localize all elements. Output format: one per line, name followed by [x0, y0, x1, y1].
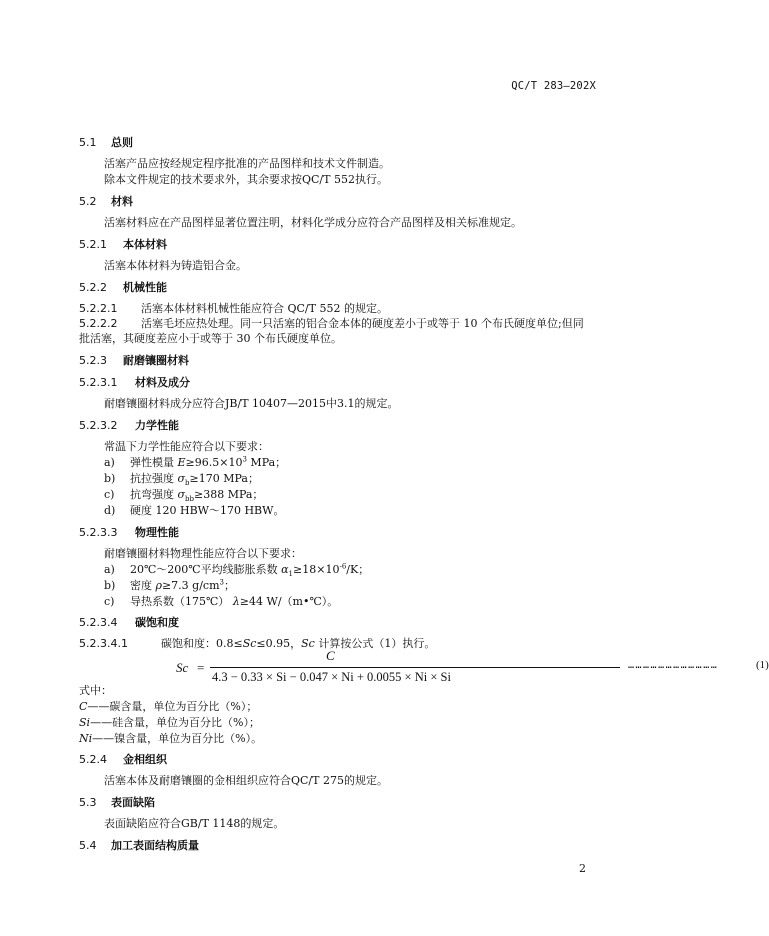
item-subscript: b	[185, 479, 190, 488]
clause-text: 计算按公式（1）执行。	[314, 637, 436, 650]
clause-continuation: 批活塞，其硬度差应小于或等于 30 个布氏硬度单位。	[79, 332, 342, 345]
list-marker: c)	[104, 488, 115, 501]
item-label: 弹性模量	[130, 456, 178, 469]
item-unit: ；	[223, 579, 235, 592]
list-item	[104, 579, 235, 593]
list-item	[104, 472, 259, 486]
item-symbol: σ	[177, 472, 186, 485]
item-symbol: ρ	[155, 579, 162, 592]
heading-number: 5.2.3	[79, 354, 107, 367]
heading-title: 材料	[111, 195, 133, 208]
heading-5-2-3-4	[79, 616, 179, 630]
formula-number: (1)	[756, 659, 769, 671]
clause-number: 5.2.2.1	[79, 302, 118, 315]
list-marker: a)	[104, 563, 115, 576]
heading-title: 力学性能	[135, 419, 179, 432]
item-unit: MPa；	[246, 456, 287, 469]
definition-text: ——硅含量，单位为百分比（%）；	[90, 716, 261, 729]
list-item	[104, 595, 338, 609]
item-label: 20℃～200℃平均线膨胀系数	[130, 563, 282, 576]
heading-5-2-3-3	[79, 526, 179, 540]
heading-5-1	[79, 136, 133, 150]
heading-5-3	[79, 796, 155, 810]
paragraph-line: 活塞材料应在产品图样显著位置注明，材料化学成分应符合产品图样及相关标准规定。	[104, 216, 522, 229]
list-intro: 常温下力学性能应符合以下要求：	[104, 440, 269, 453]
item-label: 密度	[130, 579, 156, 592]
heading-5-2	[79, 195, 133, 209]
paragraph-line: 除本文件规定的技术要求外，其余要求按QC/T 552执行。	[104, 173, 388, 186]
clause-text: 活塞本体材料机械性能应符合 QC/T 552 的规定。	[141, 302, 388, 315]
item-label: 硬度 120 HBW～170 HBW。	[130, 504, 285, 517]
item-superscript: 3	[219, 578, 224, 587]
paragraph-line: 活塞产品应按经规定程序批准的产品图样和技术文件制造。	[104, 157, 390, 170]
list-marker: d)	[104, 504, 116, 517]
page-number: 2	[579, 862, 586, 875]
clause-5-2-2-2	[79, 317, 584, 331]
heading-title: 碳饱和度	[135, 616, 179, 629]
definition-line	[79, 716, 260, 730]
item-value: ≥96.5×10	[185, 456, 243, 469]
paragraph-line: 耐磨镶圈材料成分应符合JB/T 10407—2015中3.1的规定。	[104, 397, 399, 410]
heading-title: 表面缺陷	[111, 796, 155, 809]
heading-number: 5.2	[79, 195, 97, 208]
item-value: ≥18×10	[293, 563, 340, 576]
list-marker: a)	[104, 456, 115, 469]
item-superscript: 3	[242, 455, 247, 464]
definition-symbol: C	[79, 700, 88, 713]
item-label: 导热系数（175℃）	[130, 595, 233, 608]
clause-symbol: Sc	[301, 637, 315, 650]
formula-lhs: Sc	[176, 660, 189, 675]
heading-title: 材料及成分	[135, 376, 190, 389]
heading-5-2-4	[79, 753, 167, 767]
paragraph-line: 活塞本体及耐磨镶圈的金相组织应符合QC/T 275的规定。	[104, 774, 388, 787]
formula-leader-dots: ………………………………	[628, 660, 719, 671]
item-subscript: bb	[185, 495, 194, 504]
item-symbol: σ	[177, 488, 186, 501]
list-item	[104, 456, 286, 470]
heading-title: 总则	[111, 136, 133, 149]
where-label: 式中：	[79, 684, 112, 697]
clause-number: 5.2.3.4.1	[79, 637, 128, 650]
item-value: ≥170 MPa；	[189, 472, 259, 485]
heading-5-2-3-2	[79, 419, 179, 433]
heading-number: 5.2.3.4	[79, 616, 118, 629]
clause-symbol: Sc	[242, 637, 257, 650]
definition-line	[79, 732, 262, 746]
list-intro: 耐磨镶圈材料物理性能应符合以下要求：	[104, 547, 302, 560]
heading-number: 5.1	[79, 136, 97, 149]
formula-denominator: 4.3 − 0.33 × Si − 0.047 × Ni + 0.0055 × Ni × Si	[212, 670, 451, 684]
heading-number: 5.2.3.2	[79, 419, 118, 432]
heading-number: 5.3	[79, 796, 97, 809]
item-value: ≥44 W/（m•℃）。	[239, 595, 339, 608]
heading-5-2-2	[79, 281, 167, 295]
item-superscript: -6	[339, 562, 347, 571]
list-item	[104, 563, 369, 577]
item-symbol: α	[281, 563, 289, 576]
clause-5-2-2-1	[79, 302, 388, 316]
clause-5-2-3-4-1	[79, 637, 435, 651]
clause-text: ≤0.95，	[256, 637, 302, 650]
heading-number: 5.4	[79, 839, 97, 852]
heading-title: 本体材料	[123, 238, 167, 251]
paragraph-line: 活塞本体材料为铸造铝合金。	[104, 259, 247, 272]
item-label: 抗拉强度	[130, 472, 178, 485]
heading-number: 5.2.1	[79, 238, 107, 251]
formula-equals: =	[197, 660, 205, 675]
clause-number: 5.2.2.2	[79, 317, 118, 330]
heading-5-2-3	[79, 354, 189, 368]
doc-code-header: QC/T 283—202X	[511, 80, 596, 92]
list-item	[104, 488, 263, 502]
item-symbol: λ	[232, 595, 240, 608]
clause-text: 碳饱和度：0.8≤	[161, 637, 243, 650]
heading-title: 物理性能	[135, 526, 179, 539]
list-marker: c)	[104, 595, 115, 608]
item-symbol: E	[177, 456, 186, 469]
list-marker: b)	[104, 579, 116, 592]
definition-symbol: Si	[79, 716, 91, 729]
item-value: ≥388 MPa；	[193, 488, 264, 501]
formula-1	[176, 648, 769, 690]
definition-symbol: Ni	[79, 732, 93, 745]
heading-5-2-1	[79, 238, 167, 252]
item-unit: /K；	[346, 563, 370, 576]
clause-text: 活塞毛坯应热处理。同一只活塞的铝合金本体的硬度差小于或等于 10 个布氏硬度单位;但同	[141, 317, 584, 330]
fraction-bar	[210, 667, 620, 668]
heading-number: 5.2.4	[79, 753, 107, 766]
heading-title: 加工表面结构质量	[111, 839, 199, 852]
item-label: 抗弯强度	[130, 488, 178, 501]
list-item	[104, 504, 284, 518]
item-value: ≥7.3 g/cm	[161, 579, 220, 592]
paragraph-line: 表面缺陷应符合GB/T 1148的规定。	[104, 817, 285, 830]
formula-numerator: C	[326, 648, 335, 663]
definition-text: ——镍含量，单位为百分比（%）。	[92, 732, 263, 745]
heading-number: 5.2.3.1	[79, 376, 118, 389]
heading-title: 耐磨镶圈材料	[123, 354, 189, 367]
heading-5-2-3-1	[79, 376, 190, 390]
heading-number: 5.2.3.3	[79, 526, 118, 539]
definition-text: ——碳含量，单位为百分比（%）；	[87, 700, 258, 713]
item-subscript: 1	[288, 570, 294, 579]
heading-title: 机械性能	[123, 281, 167, 294]
heading-5-4	[79, 839, 199, 853]
list-marker: b)	[104, 472, 116, 485]
heading-number: 5.2.2	[79, 281, 107, 294]
heading-title: 金相组织	[123, 753, 167, 766]
definition-line	[79, 700, 257, 714]
